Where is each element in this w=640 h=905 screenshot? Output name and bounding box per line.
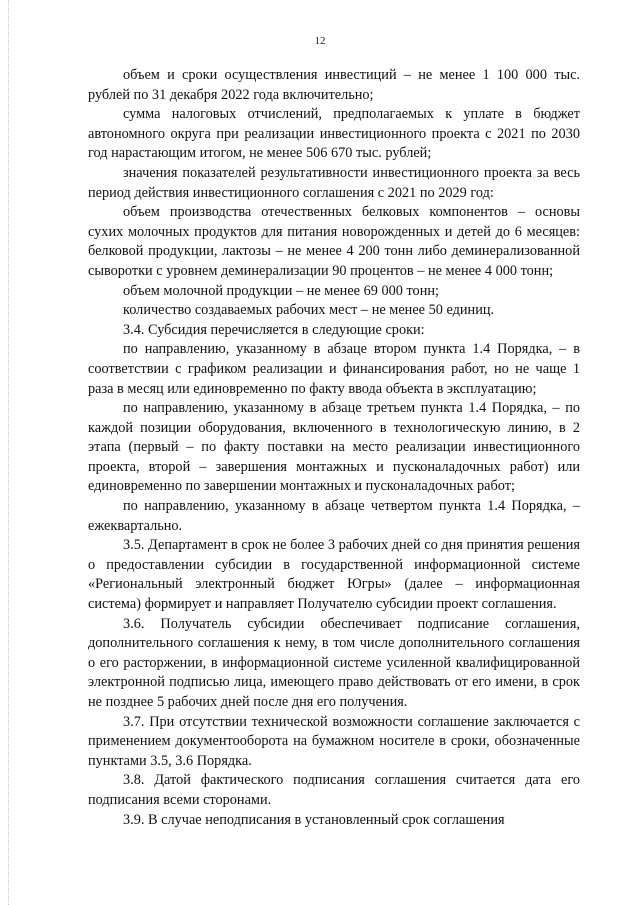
paragraph-tax-deductions: сумма налоговых отчислений, предполагаемых к уплате в бюджет автономного округа при реализации инвестиционного проекта с 2021 по 2030 год нарастающим итогом, не менее 506 670 тыс. рублей; [88, 106, 580, 162]
paragraph-3-4: 3.4. Субсидия перечисляется в следующие сроки: [123, 321, 425, 338]
paragraph-3-5: 3.5. Департамент в срок не более 3 рабочих дней со дня принятия решения о предоставлении субсидии в государственной информационной системе «Региональный электронный бюджет Югры» (далее – информационная система) формирует и направляет Получателю субсидии проект соглашения. [88, 537, 580, 613]
paragraph-protein-production: объем производства отечественных белковых компонентов – основы сухих молочных продуктов для питания новорожденных и детей до 6 месяцев: белковой продукции, лактозы – не менее 4 200 тонн либо деминерализованной сыворотки с уровнем деминерализации 90 процентов – не менее 4 000 тонн; [88, 204, 580, 279]
scan-edge-line [8, 0, 9, 905]
paragraph-3-9: 3.9. В случае неподписания в установленный срок соглашения [123, 811, 505, 828]
paragraph-3-6: 3.6. Получатель субсидии обеспечивает подписание соглашения, дополнительного соглашения к нему, в том числе дополнительного соглашения о его расторжении, в информационной системе усиленной квалифицированной электронной подписью лица, имеющего право действовать от его имени, в срок не позднее 5 рабочих дней после дня его получения. [88, 615, 580, 710]
paragraph-direction-second: по направлению, указанному в абзаце втором пункта 1.4 Порядка, – в соответствии с графиком реализации и финансирования работ, но не чаще 1 раза в месяц или единовременно по факту ввода объекта в эксплуатацию; [88, 341, 580, 397]
paragraph-3-8: 3.8. Датой фактического подписания соглашения считается дата его подписания всеми сторонами. [88, 772, 580, 808]
paragraph-performance-indicators: значения показателей результативности инвестиционного проекта за весь период действия инвестиционного соглашения с 2021 по 2029 год: [88, 164, 580, 201]
document-body [88, 66, 580, 830]
paragraph-direction-third: по направлению, указанному в абзаце третьем пункта 1.4 Порядка, – по каждой позиции оборудования, включенного в технологическую линию, в 2 этапа (первый – по факту поставки на место реализации инвестиционного проекта, второй – завершения монтажных и пусконаладочных работ) или единовременно по завершении монтажных и пусконаладочных работ; [88, 400, 580, 495]
paragraph-direction-fourth: по направлению, указанному в абзаце четвертом пункта 1.4 Порядка, – ежеквартально. [88, 498, 580, 534]
page-number: 12 [314, 35, 326, 47]
paragraph-milk-production: объем молочной продукции – не менее 69 000 тонн; [123, 282, 439, 299]
paragraph-jobs: количество создаваемых рабочих мест – не менее 50 единиц. [123, 302, 495, 319]
paragraph-3-7: 3.7. При отсутствии технической возможности соглашение заключается с применением документооборота на бумажном носителе в сроки, обозначенные пунктами 3.5, 3.6 Порядка. [88, 713, 580, 769]
paragraph-investment-volume: объем и сроки осуществления инвестиций – не менее 1 100 000 тыс. рублей по 31 декабря 2022 года включительно; [88, 67, 580, 103]
